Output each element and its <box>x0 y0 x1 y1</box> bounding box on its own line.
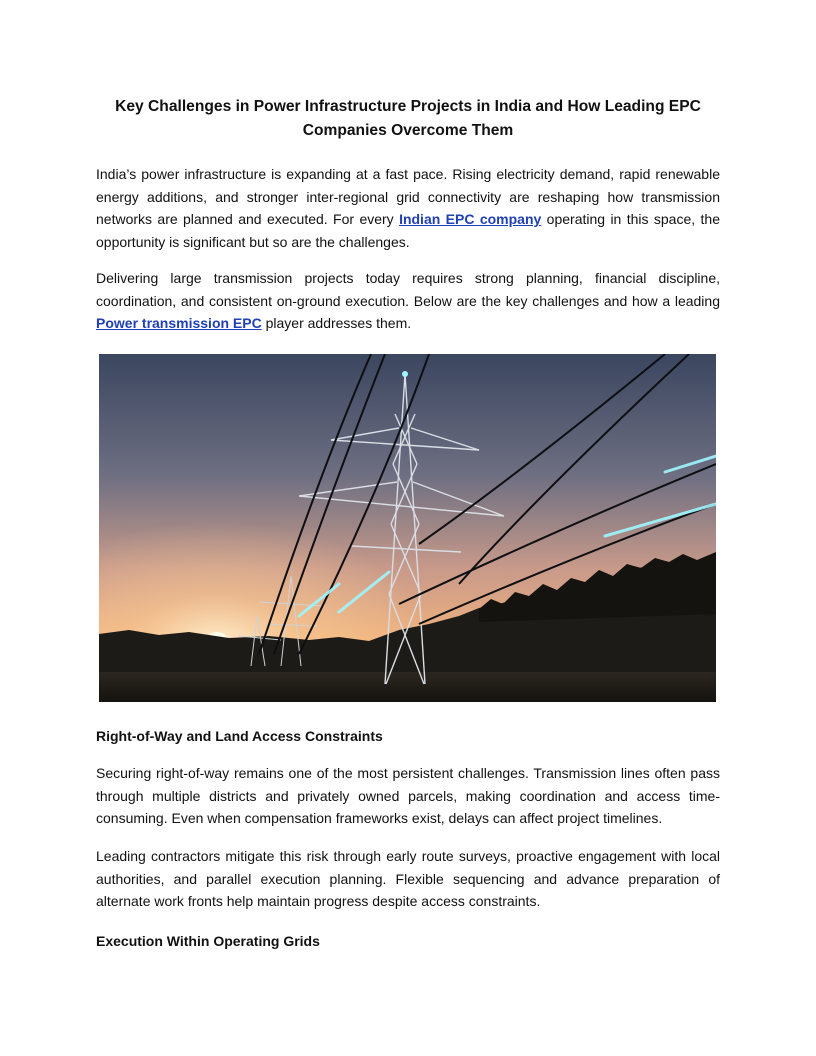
document-page <box>96 0 720 949</box>
page-title: Key Challenges in Power Infrastructure Projects in India and How Leading EPC Companies Overcome Them <box>115 98 701 139</box>
power-transmission-epc-link[interactable]: Power transmission EPC <box>96 315 262 331</box>
indian-epc-company-link[interactable]: Indian EPC company <box>399 211 542 227</box>
section-heading-execution: Execution Within Operating Grids <box>96 933 320 949</box>
delivery-text-start: Delivering large transmission projects today requires strong planning, financial discipline, coordination, and consistent on-ground execution. Below are the key challenges and how a leading <box>96 270 720 309</box>
intro-text-start: India’s power infrastructure is expanding at a fast pace. Rising electricity demand, rapid renewable energy additions, and stronger inter-regional grid connectivity are reshaping how transmission networks are planned and executed. For every <box>96 166 720 227</box>
right-of-way-paragraph-1: Securing right-of-way remains one of the most persistent challenges. Transmission lines often pass through multiple districts and privately owned parcels, making coordination and access time-consuming. Even when compensation frameworks exist, delays can affect project timelines. <box>96 765 720 826</box>
section-heading-right-of-way: Right-of-Way and Land Access Constraints <box>96 728 383 744</box>
delivery-text-end: player addresses them. <box>261 315 412 331</box>
right-of-way-paragraph-2: Leading contractors mitigate this risk through early route surveys, proactive engagement with local authorities, and parallel execution planning. Flexible sequencing and advance preparation of alternate work fronts help maintain progress despite access constraints. <box>96 848 720 909</box>
transmission-tower-photo <box>99 354 716 702</box>
intro-paragraph <box>96 163 720 253</box>
intro-text-end: operating in this space, the opportunity is significant but so are the challenges. <box>96 211 720 250</box>
delivery-paragraph <box>96 267 720 335</box>
